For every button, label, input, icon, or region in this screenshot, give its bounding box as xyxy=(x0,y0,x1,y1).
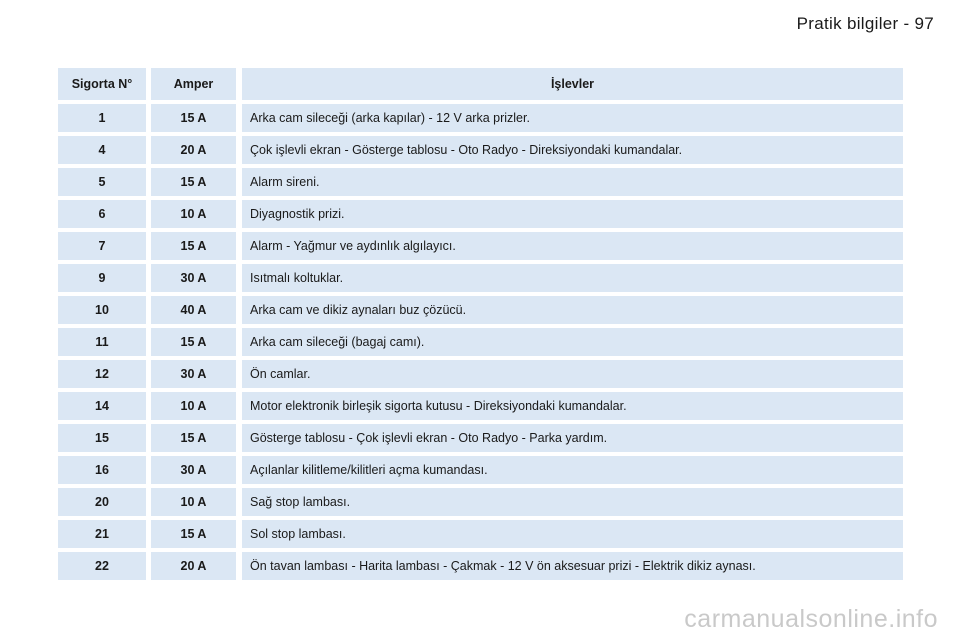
table-row xyxy=(58,104,903,132)
amperage-cell: 10 A xyxy=(151,200,236,228)
fuse-number-cell: 15 xyxy=(58,424,146,452)
amperage-cell: 15 A xyxy=(151,424,236,452)
fuse-number-cell: 22 xyxy=(58,552,146,580)
table-row xyxy=(58,360,903,388)
table-row xyxy=(58,200,903,228)
fuse-number-cell: 12 xyxy=(58,360,146,388)
fuse-number-cell: 21 xyxy=(58,520,146,548)
function-cell: Açılanlar kilitleme/kilitleri açma kumandası. xyxy=(242,456,903,484)
table-row xyxy=(58,136,903,164)
amperage-cell: 30 A xyxy=(151,264,236,292)
header-amperage: Amper xyxy=(151,68,236,100)
fuse-number-cell: 14 xyxy=(58,392,146,420)
amperage-cell: 15 A xyxy=(151,520,236,548)
function-cell: Ön camlar. xyxy=(242,360,903,388)
amperage-cell: 40 A xyxy=(151,296,236,324)
function-cell: Arka cam sileceği (bagaj camı). xyxy=(242,328,903,356)
page-header: Pratik bilgiler - 97 xyxy=(796,14,934,33)
fuse-number-cell: 16 xyxy=(58,456,146,484)
table-row xyxy=(58,392,903,420)
function-cell: Sağ stop lambası. xyxy=(242,488,903,516)
function-cell: Ön tavan lambası - Harita lambası - Çakmak - 12 V ön aksesuar prizi - Elektrik dikiz aynası. xyxy=(242,552,903,580)
table-row xyxy=(58,264,903,292)
function-cell: Alarm - Yağmur ve aydınlık algılayıcı. xyxy=(242,232,903,260)
table-row xyxy=(58,552,903,580)
table-row xyxy=(58,232,903,260)
function-cell: Çok işlevli ekran - Gösterge tablosu - Oto Radyo - Direksiyondaki kumandalar. xyxy=(242,136,903,164)
amperage-cell: 20 A xyxy=(151,136,236,164)
function-cell: Alarm sireni. xyxy=(242,168,903,196)
amperage-cell: 20 A xyxy=(151,552,236,580)
table-body xyxy=(58,104,903,580)
table-row xyxy=(58,488,903,516)
table-row xyxy=(58,456,903,484)
table-row xyxy=(58,520,903,548)
amperage-cell: 30 A xyxy=(151,456,236,484)
table-row xyxy=(58,424,903,452)
fuse-number-cell: 10 xyxy=(58,296,146,324)
header-fuse-number: Sigorta N° xyxy=(58,68,146,100)
table-row xyxy=(58,296,903,324)
table-row xyxy=(58,168,903,196)
fuse-number-cell: 11 xyxy=(58,328,146,356)
amperage-cell: 15 A xyxy=(151,104,236,132)
function-cell: Isıtmalı koltuklar. xyxy=(242,264,903,292)
fuse-number-cell: 1 xyxy=(58,104,146,132)
amperage-cell: 30 A xyxy=(151,360,236,388)
amperage-cell: 10 A xyxy=(151,488,236,516)
fuse-number-cell: 6 xyxy=(58,200,146,228)
amperage-cell: 15 A xyxy=(151,328,236,356)
function-cell: Gösterge tablosu - Çok işlevli ekran - Oto Radyo - Parka yardım. xyxy=(242,424,903,452)
fuse-number-cell: 7 xyxy=(58,232,146,260)
fuse-number-cell: 5 xyxy=(58,168,146,196)
table-row xyxy=(58,328,903,356)
fuse-table xyxy=(58,68,903,584)
fuse-number-cell: 9 xyxy=(58,264,146,292)
header-functions: İşlevler xyxy=(242,68,903,100)
watermark: carmanualsonline.info xyxy=(684,605,938,633)
function-cell: Arka cam sileceği (arka kapılar) - 12 V arka prizler. xyxy=(242,104,903,132)
amperage-cell: 15 A xyxy=(151,168,236,196)
function-cell: Motor elektronik birleşik sigorta kutusu - Direksiyondaki kumandalar. xyxy=(242,392,903,420)
fuse-number-cell: 20 xyxy=(58,488,146,516)
amperage-cell: 10 A xyxy=(151,392,236,420)
fuse-number-cell: 4 xyxy=(58,136,146,164)
function-cell: Arka cam ve dikiz aynaları buz çözücü. xyxy=(242,296,903,324)
amperage-cell: 15 A xyxy=(151,232,236,260)
function-cell: Sol stop lambası. xyxy=(242,520,903,548)
function-cell: Diyagnostik prizi. xyxy=(242,200,903,228)
table-header-row xyxy=(58,68,903,100)
